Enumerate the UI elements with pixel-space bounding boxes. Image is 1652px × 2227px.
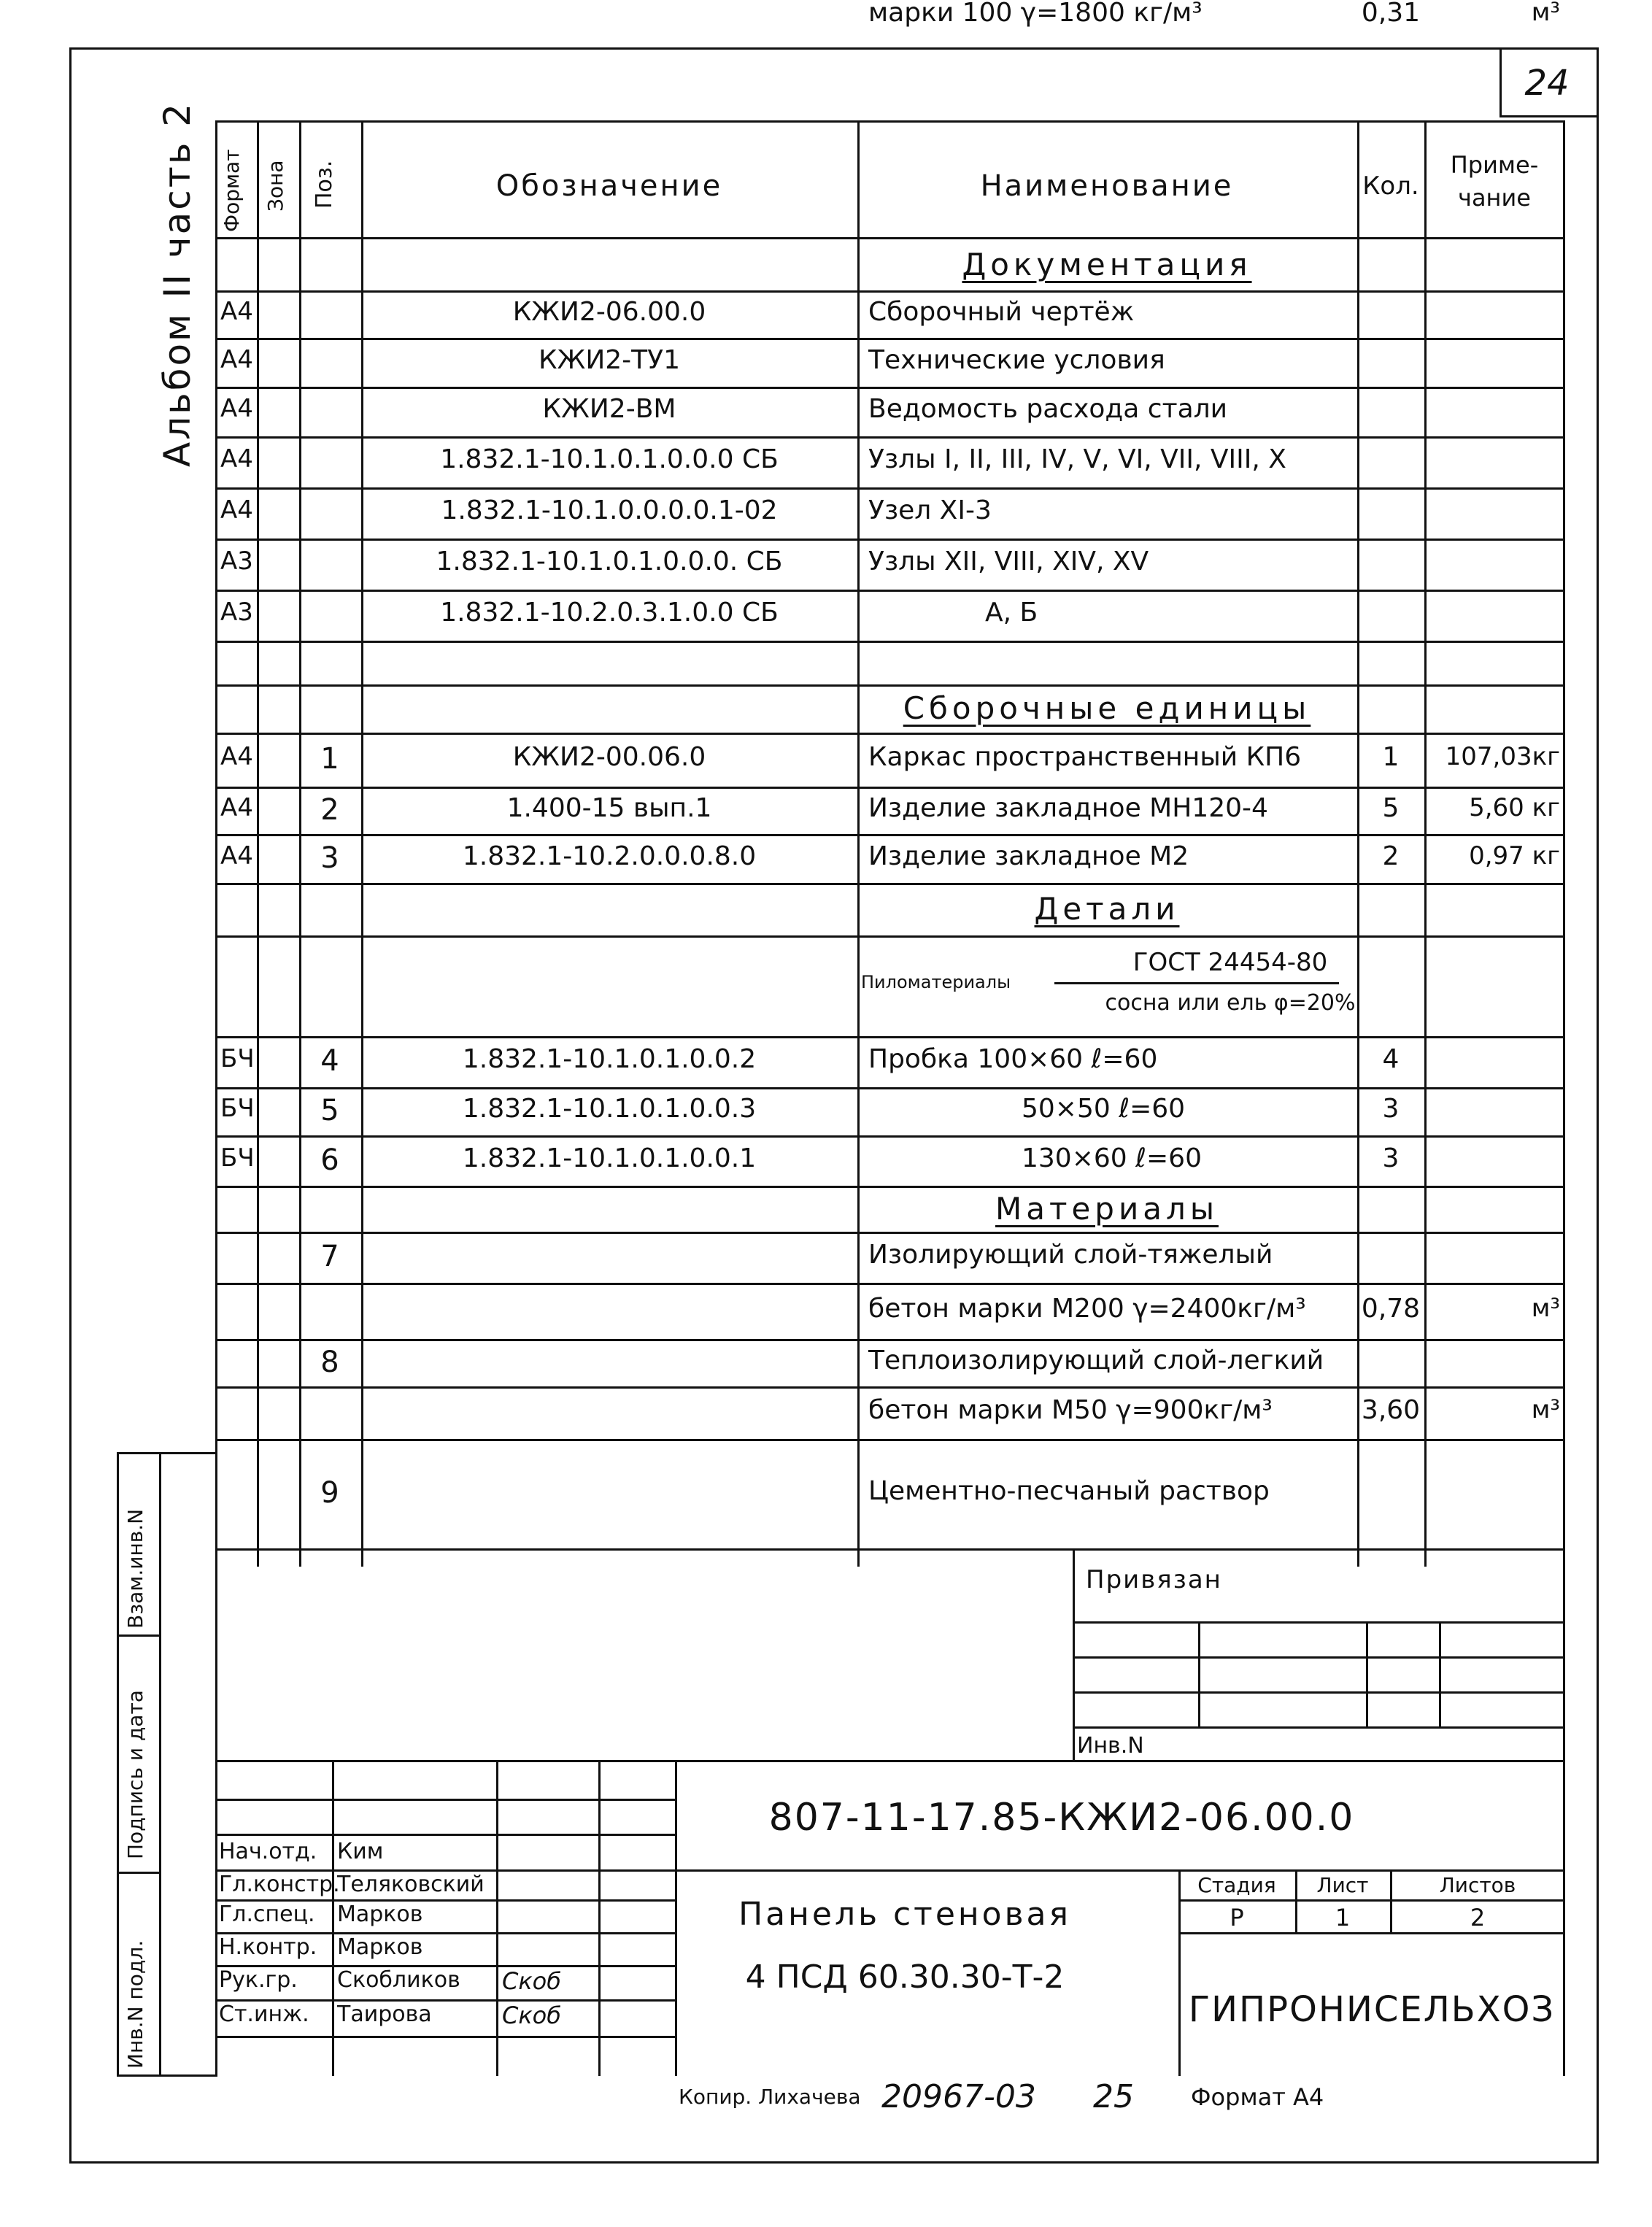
row-note: 5,60 кг [1469,792,1560,822]
row-format: БЧ [220,1044,255,1074]
lumber-fraction-bar [1054,982,1339,984]
table-border-right [1563,120,1565,2076]
row-designation: 1.832.1-10.1.0.0.0.0.1-02 [441,495,778,526]
row-designation: 1.832.1-10.2.0.0.0.8.0 [462,841,757,871]
tb-left-divider [675,1760,677,2076]
sheets-value: 2 [1470,1904,1486,1931]
side-inv-podl: Инв.N подл. [123,1940,147,2069]
row-separator [215,590,1565,592]
row-format: БЧ [220,1094,255,1124]
privyazan-col1 [1198,1621,1200,1728]
row-separator [215,834,1565,836]
row-name: Пробка 100×60 ℓ=60 [868,1044,1158,1075]
side-stamp-bottom [117,2074,217,2077]
row-format: А4 [220,296,253,326]
staff-person: Теляковский [337,1872,485,1897]
section-title: Материалы [995,1190,1219,1227]
row-designation: 1.400-15 вып.1 [506,792,712,823]
staff-person: Марков [337,1902,423,1927]
privyazan-title: Привязан [1086,1565,1222,1594]
row-format: А4 [220,841,253,871]
header-note-1: Приме- [1450,151,1539,179]
row-name: Технические условия [868,344,1165,375]
row-designation: 1.832.1-10.1.0.1.0.0.0. СБ [436,547,783,577]
lumber-label: Пиломатериалы [861,972,1011,992]
staff-row-separator [215,1834,676,1836]
row-separator [215,787,1565,789]
sheet-label: Лист [1316,1873,1369,1897]
stage-label: Стадия [1197,1873,1276,1897]
staff-person: Ким [337,1839,384,1864]
privyazan-col2 [1366,1621,1368,1728]
row-designation: 1.832.1-10.1.0.1.0.0.2 [462,1044,757,1075]
lumber-gost: ГОСТ 24454-80 [1132,948,1328,977]
row-name: бетон марки М200 γ=2400кг/м³ [868,1293,1306,1324]
row-note: 107,03кг [1445,742,1560,772]
side-stamp-top [117,1452,217,1454]
row-qty: 2 [1382,841,1400,871]
row-name: 50×50 ℓ=60 [1022,1094,1186,1124]
row-pos: 6 [320,1143,339,1177]
side-stamp-left [117,1452,119,2076]
row-name: Узлы XII, VIII, XIV, XV [868,547,1149,577]
row-format: А3 [220,547,253,576]
row-note: 0,97 кг [1469,841,1560,871]
row-format: А4 [220,792,253,822]
row-pos: 2 [320,792,339,827]
privyazan-row4 [1073,1726,1565,1729]
privyazan-row3 [1073,1691,1565,1694]
row-name: Ведомость расхода стали [868,394,1228,425]
row-separator [215,436,1565,439]
row-separator [215,539,1565,541]
sheets-label: Листов [1439,1873,1516,1897]
outer-border-left [69,47,72,2164]
section-title: Документация [962,247,1252,283]
product-mark: 4 ПСД 60.30.30-Т-2 [745,1958,1065,1996]
header-note-2: чание [1458,184,1531,212]
lumber-species: сосна или ель φ=20% [1105,990,1356,1016]
album-title: Альбом II часть 2 [156,101,198,467]
row-pos: 1 [320,742,339,776]
footer-order: 20967-03 [881,2078,1036,2115]
side-stamp-sep1 [117,1634,161,1637]
row-separator [215,1548,1565,1551]
staff-role: Рук.гр. [219,1967,298,1993]
row-separator [215,1439,1565,1441]
organization: ГИПРОНИСЕЛЬХОЗ [1188,1989,1556,2030]
row-designation: 1.832.1-10.2.0.3.1.0.0 СБ [440,598,779,628]
header-qty: Кол. [1362,171,1419,201]
row-designation: КЖИ2-06.00.0 [512,296,706,327]
drawing-code: 807-11-17.85-КЖИ2-06.00.0 [768,1796,1355,1840]
row-note: м³ [1531,1395,1560,1425]
staff-person: Скобликов [337,1967,460,1993]
row-pos: 9 [320,1476,339,1510]
staff-person: Марков [337,1934,423,1960]
section-title: Детали [1034,891,1180,927]
row-format: БЧ [220,1143,255,1173]
row-qty: 4 [1382,1044,1400,1075]
row-qty: 3 [1382,1143,1400,1173]
tb-stage-row2 [1178,1932,1565,1934]
row-qty: 3 [1382,1094,1400,1124]
staff-col-role [332,1760,334,2076]
row-name: А, Б [985,598,1038,628]
tb-stage-row1 [1178,1899,1565,1902]
staff-row-separator [215,1799,676,1801]
row-name: бетон марки М50 γ=900кг/м³ [868,1395,1273,1426]
row-name: Узлы I, II, III, IV, V, VI, VII, VIII, X [868,444,1286,475]
row-separator [215,1135,1565,1138]
section-title: Сборочные единицы [903,690,1311,727]
row-qty: 5 [1382,792,1400,823]
sheet-number: 24 [1524,63,1570,104]
tb-stage-col1 [1295,1869,1297,1934]
table-border-left [215,120,217,2076]
row-format: А4 [220,344,253,374]
tb-top [215,1760,1565,1762]
row-qty: 0,31 [1361,0,1421,28]
row-pos: 3 [320,841,339,875]
row-qty: 1 [1382,742,1400,773]
row-designation: 1.832.1-10.1.0.1.0.0.1 [462,1143,757,1173]
row-separator [215,641,1565,643]
header-bottom [215,237,1565,239]
row-name: марки 100 γ=1800 кг/м³ [868,0,1203,28]
row-format: А4 [220,394,253,424]
row-designation: КЖИ2-ВМ [542,394,676,425]
row-separator [215,1339,1565,1341]
footer-page: 25 [1093,2078,1134,2115]
row-designation: КЖИ2-ТУ1 [539,344,680,375]
row-designation: КЖИ2-00.06.0 [512,742,706,773]
staff-row-separator [215,2036,676,2038]
row-format: А4 [220,742,253,772]
row-format: А4 [220,495,253,525]
row-pos: 8 [320,1345,339,1379]
tb-code-bottom [675,1869,1565,1872]
header-designation: Обозначение [495,169,723,203]
row-separator [215,733,1565,735]
side-podpis: Подпись и дата [123,1690,147,1859]
row-separator [215,1283,1565,1285]
staff-signature: Скоб [502,2002,561,2029]
side-stamp-sep2 [117,1872,161,1874]
row-format: А3 [220,598,253,628]
row-pos: 4 [320,1044,339,1078]
row-pos: 7 [320,1240,339,1274]
row-designation: 1.832.1-10.1.0.1.0.0.0 СБ [440,444,779,475]
sheet-num-box-left [1499,47,1502,117]
staff-role: Н.контр. [219,1934,317,1960]
row-name: Изолирующий слой-тяжелый [868,1240,1273,1270]
row-separator [215,883,1565,885]
tb-stage-col2 [1390,1869,1392,1934]
row-note: м³ [1531,1293,1560,1323]
side-stamp-mid [159,1452,161,2076]
footer-format: Формат А4 [1191,2083,1324,2111]
row-qty: 3,60 [1361,1395,1421,1426]
staff-signature: Скоб [502,1967,561,1995]
header-format: Формат [220,149,244,232]
row-separator [215,387,1565,389]
row-separator [215,487,1565,490]
row-name: Изделие закладное МН120-4 [868,792,1268,823]
row-separator [215,935,1565,938]
table-border-top [215,120,1565,123]
side-vzam: Взам.инв.N [123,1508,147,1629]
outer-border-right [1597,47,1599,2164]
header-zone: Зона [263,160,287,212]
row-separator [215,1087,1565,1089]
privyazan-col3 [1439,1621,1441,1728]
staff-role: Нач.отд. [219,1839,317,1864]
staff-col-sign [598,1760,601,2076]
row-separator [215,1036,1565,1038]
staff-col-person [496,1760,498,2076]
stage-value: Р [1230,1904,1244,1931]
row-separator [215,1386,1565,1389]
staff-person: Таирова [337,2002,432,2027]
row-name: Узел XI-3 [868,495,992,526]
row-note: м³ [1531,0,1560,27]
row-qty: 0,78 [1361,1293,1421,1324]
row-name: Теплоизолирующий слой-легкий [868,1345,1324,1375]
row-name: Сборочный чертёж [868,296,1135,327]
sheet-num-box-bottom [1499,115,1598,117]
row-format: А4 [220,444,253,474]
staff-role: Гл.констр. [219,1872,340,1897]
row-name: Изделие закладное М2 [868,841,1189,871]
row-separator [215,684,1565,687]
footer-copier: Копир. Лихачева [679,2085,861,2109]
header-name: Наименование [980,169,1234,203]
privyazan-left [1073,1548,1075,1761]
row-separator [215,338,1565,340]
row-separator [215,290,1565,293]
product-name: Панель стеновая [738,1896,1071,1933]
privyazan-row1 [1073,1621,1565,1624]
sheet-value: 1 [1335,1904,1351,1931]
privyazan-inv: Инв.N [1077,1733,1144,1759]
row-separator [215,1186,1565,1188]
row-separator [215,1232,1565,1234]
row-name: Цементно-песчаный раствор [868,1476,1270,1507]
row-pos: 5 [320,1094,339,1128]
row-designation: 1.832.1-10.1.0.1.0.0.3 [462,1094,757,1124]
row-name: 130×60 ℓ=60 [1022,1143,1202,1173]
outer-border-top [69,47,1598,50]
privyazan-row2 [1073,1656,1565,1659]
staff-role: Гл.спец. [219,1902,315,1927]
row-name: Каркас пространственный КП6 [868,742,1302,773]
header-pos: Поз. [312,160,337,209]
staff-role: Ст.инж. [219,2002,309,2027]
outer-border-bottom [69,2161,1598,2164]
